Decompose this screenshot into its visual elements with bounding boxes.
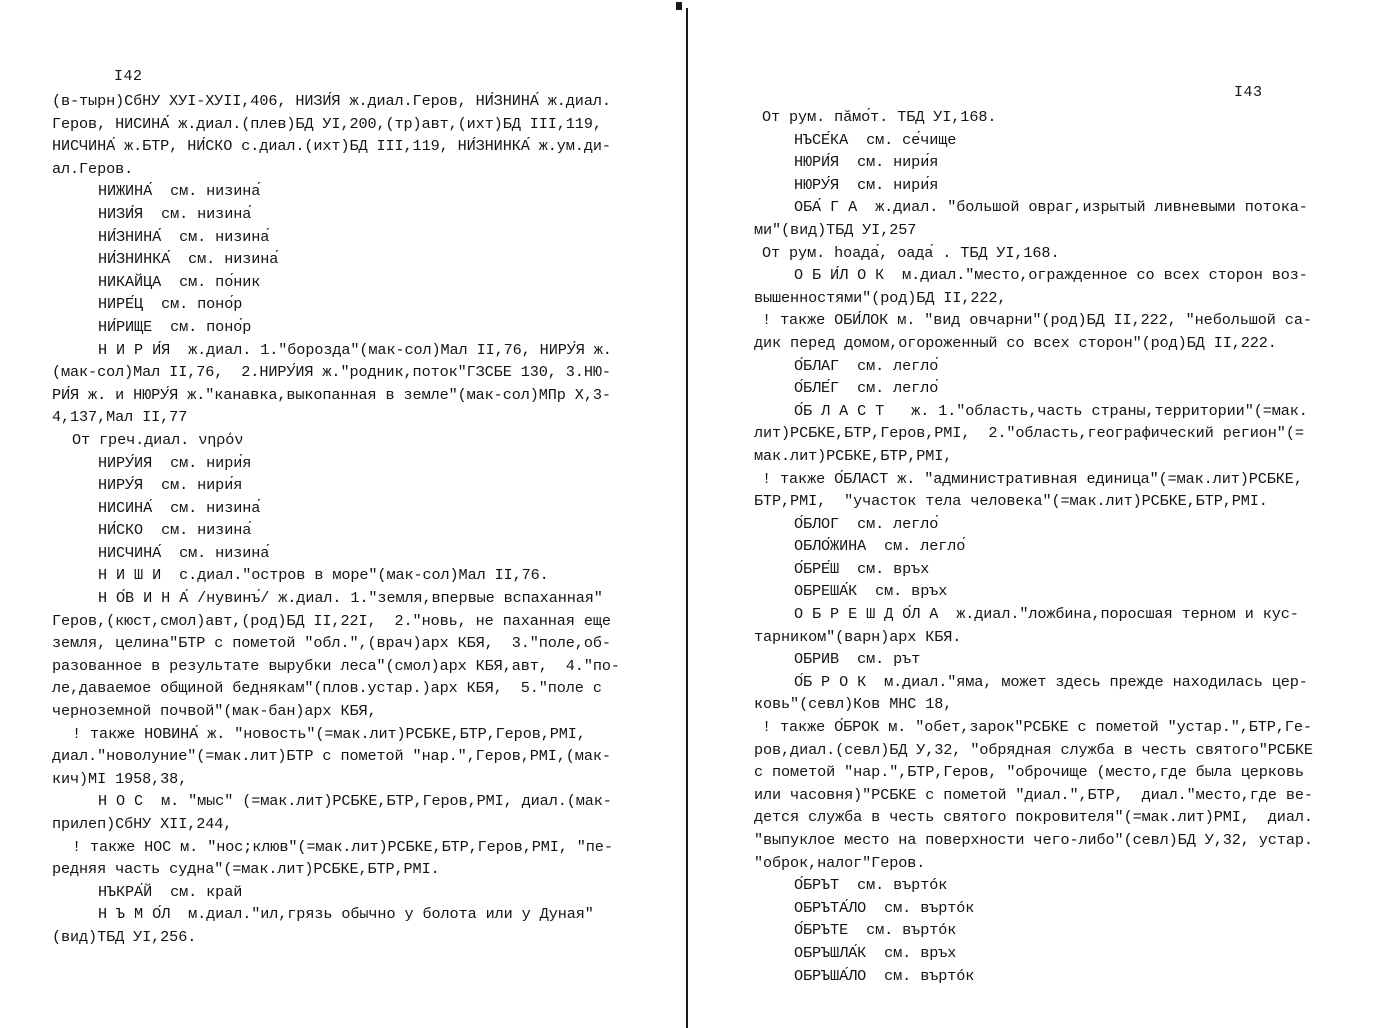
text-line: РИ́Я ж. и НЮРУ́Я ж."канавка,выкопанная в земле"(мак-сол)МПр Х,3- bbox=[52, 385, 611, 404]
text-line: НИЗИ́Я см. низина́ bbox=[98, 204, 252, 223]
text-line: ОБРЪШЛА́К см. връх bbox=[794, 943, 957, 962]
text-line: О́БРЪТЕ см. въртóк bbox=[794, 921, 957, 940]
text-line: НИСЧИНА́ см. низина́ bbox=[98, 543, 270, 562]
text-line: НИРЕ́Ц см. поно́р bbox=[98, 295, 243, 314]
text-line: ! также О́БРОК м. "обет,зарок"РСБКЕ с пометой "устар.",БТР,Ге- bbox=[762, 718, 1312, 737]
text-line: НИСЧИНА́ ж.БТР, НИ́СКО с.диал.(ихт)БД III,119, НИ́ЗНИНКА́ ж.ум.ди- bbox=[52, 137, 611, 156]
text-line: 4,137,Мал II,77 bbox=[52, 408, 188, 427]
text-line: НЪКРА́Й см. край bbox=[98, 882, 243, 901]
text-line: ров,диал.(севл)БД У,32, "обрядная служба в честь святого"РСБКЕ bbox=[754, 740, 1313, 759]
text-line: тарником"(варн)арх КБЯ. bbox=[754, 627, 962, 646]
text-line: ! также О́БЛАСТ ж. "административная единица"(=мак.лит)РСБКЕ, bbox=[762, 469, 1303, 488]
text-line: НИ́РИЩЕ см. поно́р bbox=[98, 317, 252, 336]
text-line: черноземной почвой"(мак-бан)арх КБЯ, bbox=[52, 702, 377, 721]
text-line: ОБА́ Г А ж.диал. "большой овраг,изрытый ливневыми потока- bbox=[794, 198, 1308, 217]
page-number: I42 bbox=[114, 68, 143, 85]
text-line: НИРУ́Я см. нири́я bbox=[98, 476, 243, 495]
text-line: О́БРЕ́Ш см. връх bbox=[794, 559, 930, 578]
text-line: О́Б Р О К м.диал."яма, может здесь прежде находилась цер- bbox=[794, 672, 1308, 691]
text-line: Н Ъ М О́Л м.диал."ил,грязь обычно у болота или у Дуная" bbox=[98, 905, 594, 924]
text-line: ковь"(севл)Ков МНС 18, bbox=[754, 695, 953, 714]
right-page bbox=[682, 0, 1400, 1028]
text-line: НЮРУ́Я см. нири́я bbox=[794, 175, 939, 194]
text-line: (в-тырн)СбНУ ХУI-ХУII,406, НИЗИ́Я ж.диал.Геров, НИ́ЗНИНА́ ж.диал. bbox=[52, 92, 611, 110]
text-line: НИЖИНА́ см. низина́ bbox=[98, 182, 261, 201]
text-line: Н О́В И Н А́ /нувинъ́/ ж.диал. 1."земля,впервые вспаханная" bbox=[98, 589, 603, 608]
text-line: От рум. hoaда́, oaда́ . ТБД УI,168. bbox=[762, 243, 1060, 262]
text-line: ОБРЪША́ЛО см. въртóк bbox=[794, 966, 975, 985]
text-line: НЮРИ́Я см. нири́я bbox=[794, 153, 939, 172]
text-line: мак.лит)РСБКЕ,БТР,РМI, bbox=[754, 446, 953, 465]
page-number: I43 bbox=[1234, 84, 1263, 101]
text-line: ! также НОС м. "нос;клюв"(=мак.лит)РСБКЕ,БТР,Геров,РМI, "пе- bbox=[72, 837, 613, 856]
text-line: редняя часть судна"(=мак.лит)РСБКЕ,БТР,РМI. bbox=[52, 860, 440, 879]
text-line: Н И Ш И с.диал."остров в море"(мак-сол)Мал II,76. bbox=[98, 566, 549, 585]
text-line: разованное в результате вырубки леса"(смол)арх КБЯ,авт, 4."по- bbox=[52, 656, 620, 675]
text-line: О́БРЪТ см. въртóк bbox=[794, 876, 948, 895]
text-line: дется служба в честь святого покровителя"(=мак.лит)РМI, диал. bbox=[754, 808, 1313, 827]
text-line: прилеп)СбНУ ХII,244, bbox=[52, 815, 233, 833]
text-line: лит)РСБКЕ,БТР,Геров,РМI, 2."область,географический регион"(= bbox=[754, 424, 1304, 443]
text-line: О́БЛАГ см. легло́ bbox=[794, 356, 939, 375]
text-line: БТР,РМI, "участок тела человека"(=мак.лит)РСБКЕ,БТР,РМI. bbox=[754, 492, 1268, 511]
text-line: НИ́ЗНИНКА́ см. низина́ bbox=[98, 250, 279, 269]
text-line: Геров, НИСИНА́ ж.диал.(плев)БД УI,200,(тр)авт,(ихт)БД III,119, bbox=[52, 114, 602, 133]
text-line: или часовня)"РСБКЕ с пометой "диал.",БТР, диал."место,где ве- bbox=[754, 785, 1313, 804]
text-line: ле,даваемое общиной беднякам"(плов.устар.)арх КБЯ, 5."поле с bbox=[52, 679, 602, 698]
text-line: НИСИНА́ см. низина́ bbox=[98, 498, 261, 517]
text-line: ОБРЕША́К см. връх bbox=[794, 582, 948, 601]
text-line: НИ́СКО см. низина́ bbox=[98, 521, 252, 540]
text-line: НЪСЕ́КА см. се́чище bbox=[794, 130, 957, 149]
text-line: земля, целина"БТР с пометой "обл.",(врач)арх КБЯ, 3."поле,об- bbox=[52, 634, 611, 653]
text-line: с пометой "нар.",БТР,Геров, "оброчище (место,где была церковь bbox=[754, 763, 1304, 782]
text-line: диал."новолуние"(=мак.лит)БТР с пометой "нар.",Геров,РМI,(мак- bbox=[52, 747, 611, 766]
text-line: Н И Р И́Я ж.диал. 1."борозда"(мак-сол)Мал II,76, НИРУ́Я ж. bbox=[98, 340, 612, 359]
text-line: (вид)ТБД УI,256. bbox=[52, 927, 197, 946]
text-line: О Б Р Е Ш Д О́Л А ж.диал."ложбина,поросшая терном и кус- bbox=[794, 605, 1299, 624]
right-page-text bbox=[754, 106, 1313, 987]
text-line: ! также ОБИ́ЛОК м. "вид овчарни"(род)БД II,222, "небольшой са- bbox=[762, 311, 1312, 330]
text-line: ОБРЪТА́ЛО см. въртóк bbox=[794, 898, 975, 917]
text-line: ал.Геров. bbox=[52, 159, 134, 178]
text-line: (мак-сол)Мал II,76, 2.НИРУ́ИЯ ж."родник,поток"ГЗСБЕ 130, 3.НЮ- bbox=[52, 363, 611, 382]
left-page-text bbox=[52, 90, 620, 949]
text-line: НИКАЙЦА см. по́ник bbox=[98, 272, 261, 291]
text-line: НИРУ́ИЯ см. нири́я bbox=[98, 453, 252, 472]
text-line: НИ́ЗНИНА́ см. низина́ bbox=[98, 227, 270, 246]
text-line: "выпуклое место на поверхности чего-либо"(севл)БД У,32, устар. bbox=[754, 831, 1313, 849]
text-line: О Б И́Л О К м.диал."место,огражденное со всех сторон воз- bbox=[794, 266, 1308, 285]
text-line: "оброк,налог"Геров. bbox=[754, 853, 926, 872]
left-page bbox=[0, 0, 678, 1028]
text-line: О́БЛЕ́Г см. легло́ bbox=[794, 379, 939, 398]
text-line: дик перед домом,огороженный со всех сторон"(род)БД II,222. bbox=[754, 333, 1277, 352]
text-line: вышенностями"(род)БД II,222, bbox=[754, 288, 1007, 307]
text-line: ОБЛО́ЖИНА см. легло́ bbox=[794, 537, 966, 556]
text-line: От греч.диал. νηρόν bbox=[72, 430, 244, 449]
text-line: Геров,(кюст,смол)авт,(род)БД II,22I, 2."новь, не паханная еще bbox=[52, 611, 611, 630]
text-line: От рум. пăмо́т. ТБД УI,168. bbox=[762, 108, 997, 126]
text-line: ми"(вид)ТБД УI,257 bbox=[754, 220, 917, 239]
text-line: О́Б Л А С Т ж. 1."область,часть страны,территории"(=мак. bbox=[794, 401, 1308, 420]
text-line: ! также НОВИНА́ ж. "новость"(=мак.лит)РСБКЕ,БТР,Геров,РМI, bbox=[72, 724, 586, 743]
text-line: Н О С м. "мыс" (=мак.лит)РСБКЕ,БТР,Геров,РМI, диал.(мак- bbox=[98, 792, 612, 811]
text-line: ОБРИВ см. рът bbox=[794, 650, 921, 669]
text-line: О́БЛОГ см. легло́ bbox=[794, 514, 939, 533]
text-line: кич)МI 1958,38, bbox=[52, 769, 188, 788]
